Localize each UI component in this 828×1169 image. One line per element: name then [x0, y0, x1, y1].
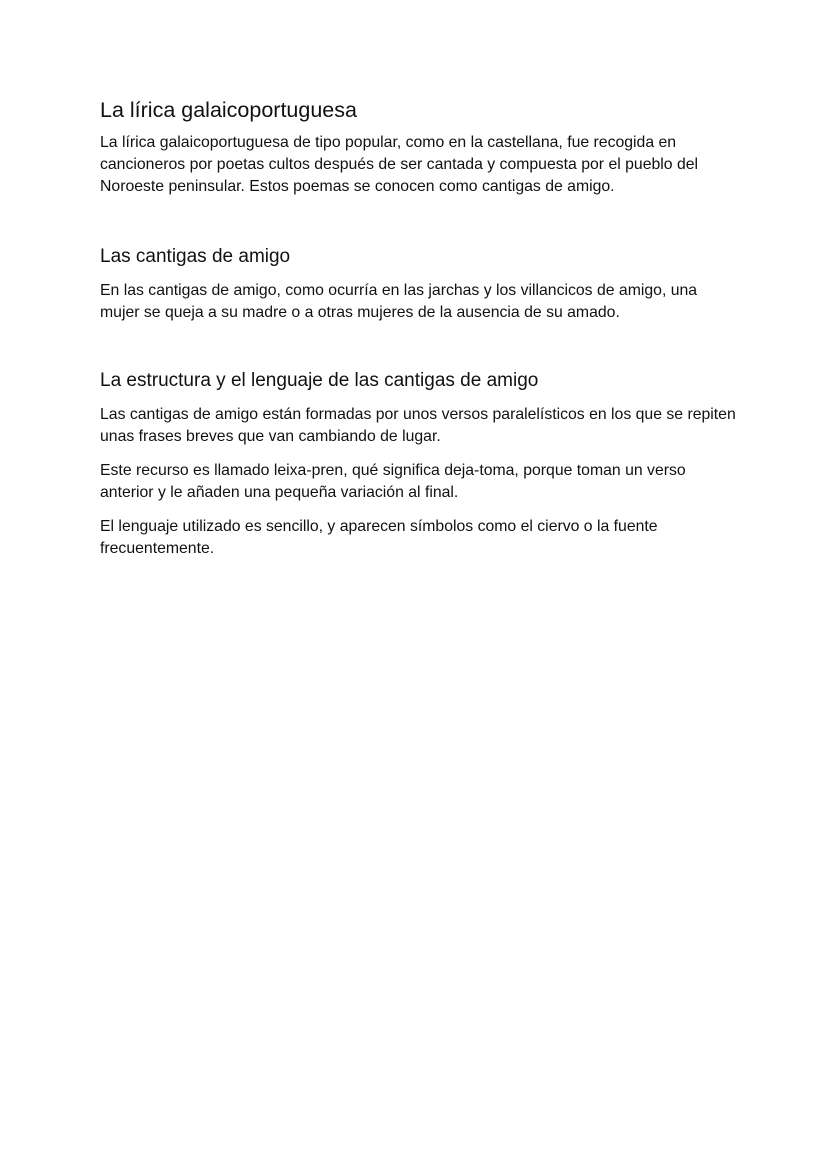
section-lirica-galaicoportuguesa [100, 96, 740, 198]
section-estructura-lenguaje [100, 368, 740, 560]
lenguaje-paragraph: El lenguaje utilizado es sencillo, y aparecen símbolos como el ciervo o la fuente frecuentemente. [100, 518, 658, 557]
cantigas-paragraph: En las cantigas de amigo, como ocurría en las jarchas y los villancicos de amigo, una mujer se queja a su madre o a otras mujeres de la ausencia de su amado. [100, 282, 698, 321]
section-heading-estructura: La estructura y el lenguaje de las cantigas de amigo [100, 370, 539, 391]
section-heading-cantigas: Las cantigas de amigo [100, 246, 291, 267]
estructura-paragraph: Las cantigas de amigo están formadas por unos versos paralelísticos en los que se repiten unas frases breves que van cambiando de lugar. [100, 406, 736, 445]
intro-paragraph: La lírica galaicoportuguesa de tipo popular, como en la castellana, fue recogida en cancioneros por poetas cultos después de ser cantada y compuesta por el pueblo del Noroeste peninsular. Estos poemas se conocen como cantigas de amigo. [100, 134, 699, 195]
section-cantigas-de-amigo [100, 244, 740, 324]
page-title: La lírica galaicoportuguesa [100, 98, 357, 122]
leixa-pren-paragraph: Este recurso es llamado leixa-pren, qué significa deja-toma, porque toman un verso anterior y le añaden una pequeña variación al final. [100, 462, 686, 501]
document-page [100, 96, 740, 560]
